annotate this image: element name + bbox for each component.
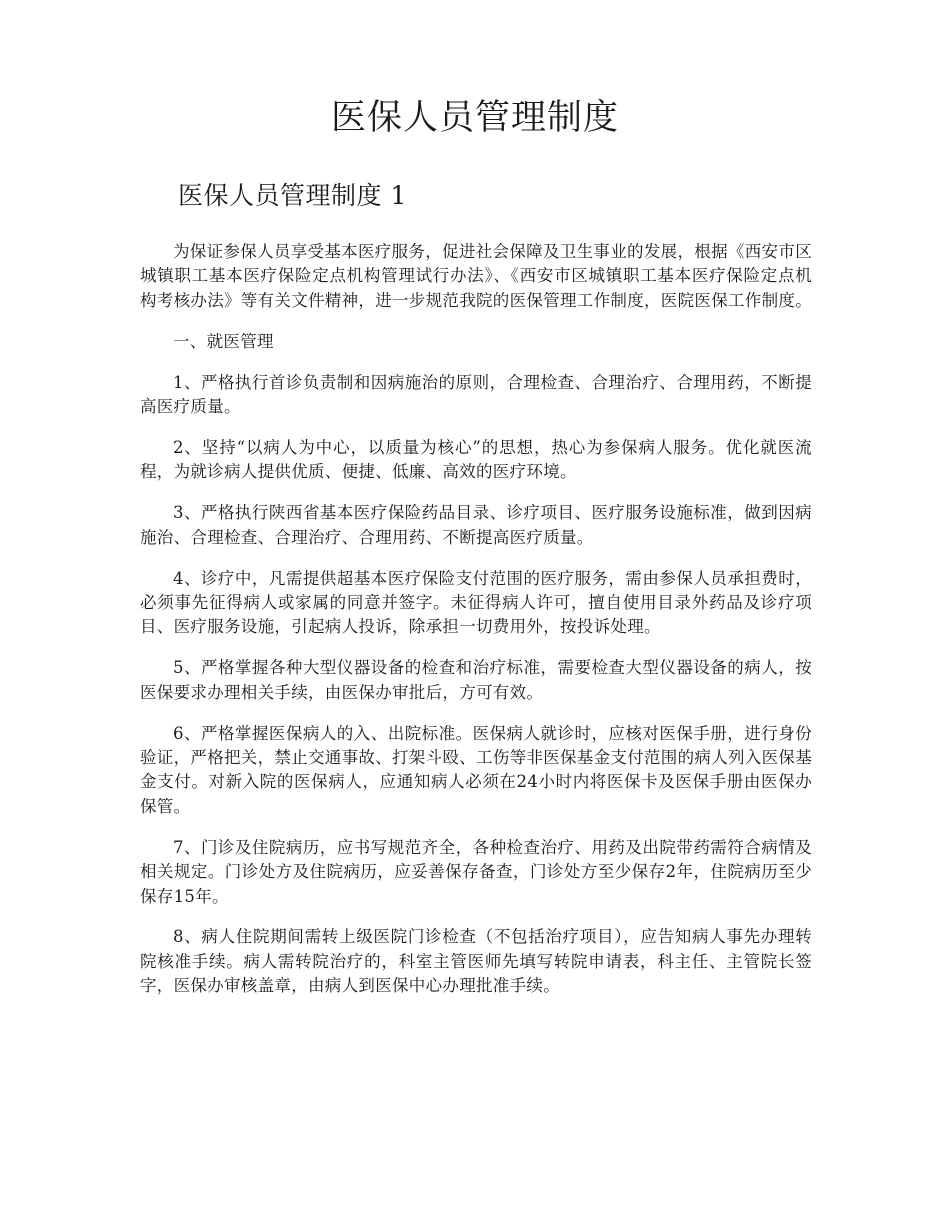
paragraph-intro: 为保证参保人员享受基本医疗服务，促进社会保障及卫生事业的发展，根据《西安市区城镇职工基本医疗保险定点机构管理试行办法》、《西安市区城镇职工基本医疗保险定点机构考核办法》等有关文件精神，进一步规范我院的医保管理工作制度，医院医保工作制度。: [140, 242, 812, 310]
paragraph-item-8: 8、病人住院期间需转上级医院门诊检查（不包括治疗项目），应告知病人事先办理转院核准手续。病人需转院治疗的，科室主管医师先填写转院申请表，科主任、主管院长签字，医保办审核盖章，由病人到医保中心办理批准手续。: [140, 927, 812, 996]
paragraph-item-7: 7、门诊及住院病历，应书写规范齐全，各种检查治疗、用药及出院带药需符合病情及相关规定。门诊处方及住院病历，应妥善保存备查，门诊处方至少保存2年，住院病历至少保存15年。: [140, 837, 812, 906]
document-body: [140, 240, 812, 1015]
paragraph-item-2: 2、坚持“以病人为中心，以质量为核心”的思想，热心为参保病人服务。优化就医流程，为就诊病人提供优质、便捷、低廉、高效的医疗环境。: [140, 437, 812, 482]
paragraph-item-3: 3、严格执行陕西省基本医疗保险药品目录、诊疗项目、医疗服务设施标准，做到因病施治、合理检查、合理治疗、合理用药、不断提高医疗质量。: [140, 503, 812, 547]
paragraph-heading-medical-management: 一、就医管理: [173, 331, 274, 351]
document-title: 医保人员管理制度: [330, 98, 619, 138]
paragraph-item-1: 1、严格执行首诊负责制和因病施治的原则，合理检查、合理治疗、合理用药，不断提高医疗质量。: [140, 372, 812, 417]
paragraph-item-4: 4、诊疗中，凡需提供超基本医疗保险支付范围的医疗服务，需由参保人员承担费时，必须事先征得病人或家属的同意并签字。未征得病人许可，擅自使用目录外药品及诊疗项目、医疗服务设施，引起病人投诉，除承担一切费用外，按投诉处理。: [140, 568, 812, 637]
section-title: 医保人员管理制度 1: [178, 181, 407, 210]
paragraph-item-6: 6、严格掌握医保病人的入、出院标准。医保病人就诊时，应核对医保手册，进行身份验证，严格把关，禁止交通事故、打架斗殴、工伤等非医保基金支付范围的病人列入医保基金支付。对新入院的医保病人，应通知病人必须在24小时内将医保卡及医保手册由医保办保管。: [140, 723, 812, 816]
paragraph-item-5: 5、严格掌握各种大型仪器设备的检查和治疗标准，需要检查大型仪器设备的病人，按医保要求办理相关手续，由医保办审批后，方可有效。: [140, 658, 812, 702]
